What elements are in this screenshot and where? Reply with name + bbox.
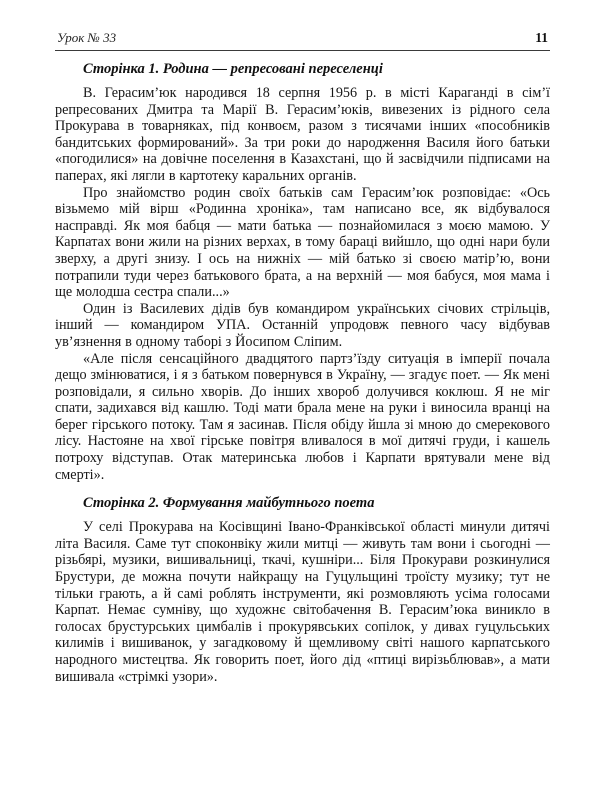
header-rule (55, 50, 550, 51)
section-2-heading: Сторінка 2. Формування майбутнього поета (83, 495, 375, 512)
lesson-label: Урок № 33 (57, 30, 117, 45)
section-1-heading: Сторінка 1. Родина — репресовані переселенці (83, 61, 383, 77)
page-number: 11 (535, 30, 548, 45)
page-content (55, 61, 550, 685)
paragraph-family-4: «Але після сенсаційного двадцятого партз’їзду ситуація в імперії почала дещо змінюватися, і я з батьком повернувся в Україну, — згадує поет. — Як мені розповідали, я сильно хворів. До інших хвороб долучився коклюш. Я не міг спати, задихався від кашлю. Тоді мати брала мене на руки і виносила вранці на берег гірського потоку. Там я засинав. Після обіду йшла зі мною до смерекового лісу. Настояне на хвої гірське повітря вливалося в мої дитячі груди, і кашель потроху відступав. Отак материнська любов і Карпати врятували мене від смерті». (55, 350, 550, 483)
paragraph-family-1: В. Герасим’юк народився 18 серпня 1956 р. в місті Караганді в сім’ї репресованих Дмитра та Марії В. Герасим’юків, вивезених із рідного села Прокурава в товарняках, під конвоєм, разом з тисячами інших «пособників бандитських формирований». За три роки до народження Василя його батьки «погодилися» на довічне поселення в Казахстані, що й засвідчили підписами на паперах, які лягли в картотеку каральних органів. (55, 85, 550, 184)
paragraph-family-3: Один із Василевих дідів був командиром українських січових стрільців, інший — командиром УПА. Останній упродовж певного часу відбував ув’язнення в одному таборі з Йосипом Сліпим. (55, 300, 550, 350)
page-header (55, 30, 550, 50)
paragraph-formation-1: У селі Прокурава на Косівщині Івано-Франківської області минули дитячі літа Василя. Саме тут споконвіку жили митці — живуть там вони і сьогодні — різьбярі, музики, вишивальниці, ткачі, кушніри... Біля Прокурави розкинулися Брустури, де можна почути найкращу на Гуцульщині троїсту музику; тут не тільки грають, а й самі роблять інструменти, які розмовляють усіма голосами Карпат. Немає сумніву, що художнє світобачення В. Герасим’юка виникло в голосах брустурських цимбалів і прокурявських сопілок, у дивах гуцульських килимів і вишиванок, у загадковому й щемливому світі нашого карпатського народного мистецтва. Як говорить поет, його дід «птиці вирізьблював», а мати вишивала «стрімкі узори». (55, 519, 550, 685)
paragraph-family-2: Про знайомство родин своїх батьків сам Герасим’юк розповідає: «Ось візьмемо мій вірш «Родинна хроніка», там написано все, як відбувалося насправді. Як моя бабця — мати батька — познайомилася з моєю мамою. У Карпатах вони жили на різних верхах, в тому бараці вийшло, що одні нари були зверху, а другі знизу. І ось на нижніх — мій батько зі своєю матір’ю, вони потрапили туди через батькового брата, а на верхній — моя бабуся, моя мама і ще молодша сестра спали...» (55, 184, 550, 301)
